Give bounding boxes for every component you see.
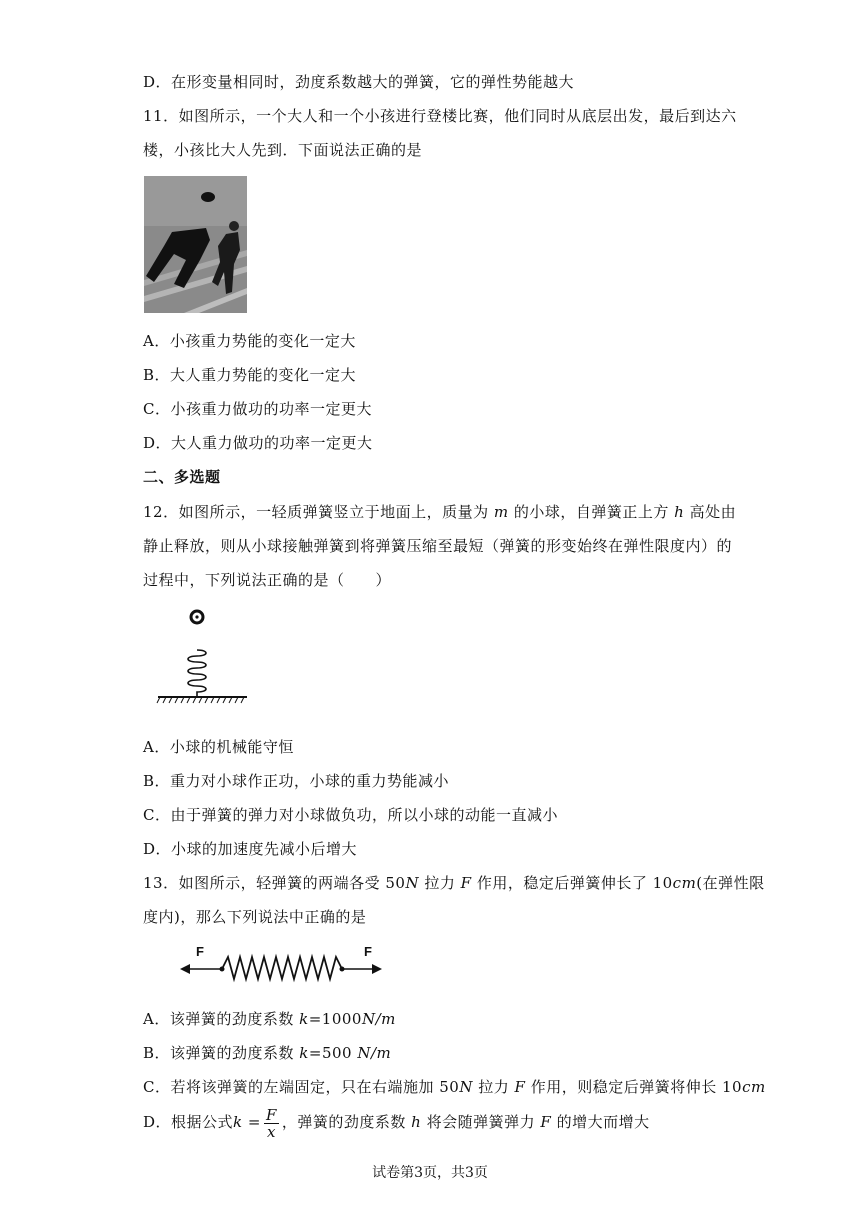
q11-option-b: B．大人重力势能的变化一定大 (143, 366, 357, 384)
page-footer: 试卷第3页，共3页 (372, 1165, 488, 1181)
q12-stem-line1: 12．如图所示，一轻质弹簧竖立于地面上，质量为 m 的小球，自弹簧正上方 h 高处由 (143, 503, 737, 521)
q11-option-d: D．大人重力做功的功率一定更大 (143, 434, 373, 452)
q11-stem-line1: 11．如图所示，一个大人和一个小孩进行登楼比赛，他们同时从底层出发，最后到达六 (143, 107, 737, 125)
q10-option-d: D．在形变量相同时，劲度系数越大的弹簧，它的弹性势能越大 (143, 73, 575, 91)
q12-stem-line3: 过程中，下列说法正确的是（ ） (143, 571, 392, 589)
q13-option-c: C．若将该弹簧的左端固定，只在右端施加 50N 拉力 F 作用，则稳定后弹簧将伸长 10cm (143, 1078, 766, 1096)
q13-option-b: B．该弹簧的劲度系数 k=500 N/m (143, 1044, 392, 1062)
force-label-right: F (364, 944, 372, 959)
q12-option-d: D．小球的加速度先减小后增大 (143, 840, 358, 858)
q11-option-a: A．小孩重力势能的变化一定大 (143, 332, 356, 350)
ball-spring-diagram (155, 604, 250, 706)
force-label-left: F (196, 944, 204, 959)
q11-option-c: C．小孩重力做功的功率一定更大 (143, 400, 372, 418)
q12-option-c: C．由于弹簧的弹力对小球做负功，所以小球的动能一直减小 (143, 806, 558, 824)
horizontal-spring-diagram (176, 943, 386, 985)
formula-fraction: $\frac{F}{x}$ (265, 1105, 277, 1141)
formula-lhs: k = (233, 1113, 261, 1131)
q12-stem-line2: 静止释放，则从小球接触弹簧到将弹簧压缩至最短（弹簧的形变始终在弹性限度内）的 (143, 537, 733, 555)
stair-race-photo (144, 176, 247, 313)
q13-option-d: D．根据公式k = $\frac{F}{x}$ ，弹簧的劲度系数 h 将会随弹簧弹力 F 的增大而增大 (143, 1105, 650, 1141)
q12-option-b: B．重力对小球作正功，小球的重力势能减小 (143, 772, 450, 790)
q13-stem-line1: 13．如图所示，轻弹簧的两端各受 50N 拉力 F 作用，稳定后弹簧伸长了 10cm(在弹性限 (143, 874, 765, 892)
q13-stem-line2: 度内)，那么下列说法中正确的是 (143, 908, 367, 926)
q11-stem-line2: 楼，小孩比大人先到．下面说法正确的是 (143, 141, 423, 159)
q12-option-a: A．小球的机械能守恒 (143, 738, 294, 756)
section-heading-multi-choice: 二、多选题 (143, 468, 221, 486)
q13-option-a: A．该弹簧的劲度系数 k=1000N/m (143, 1010, 396, 1028)
